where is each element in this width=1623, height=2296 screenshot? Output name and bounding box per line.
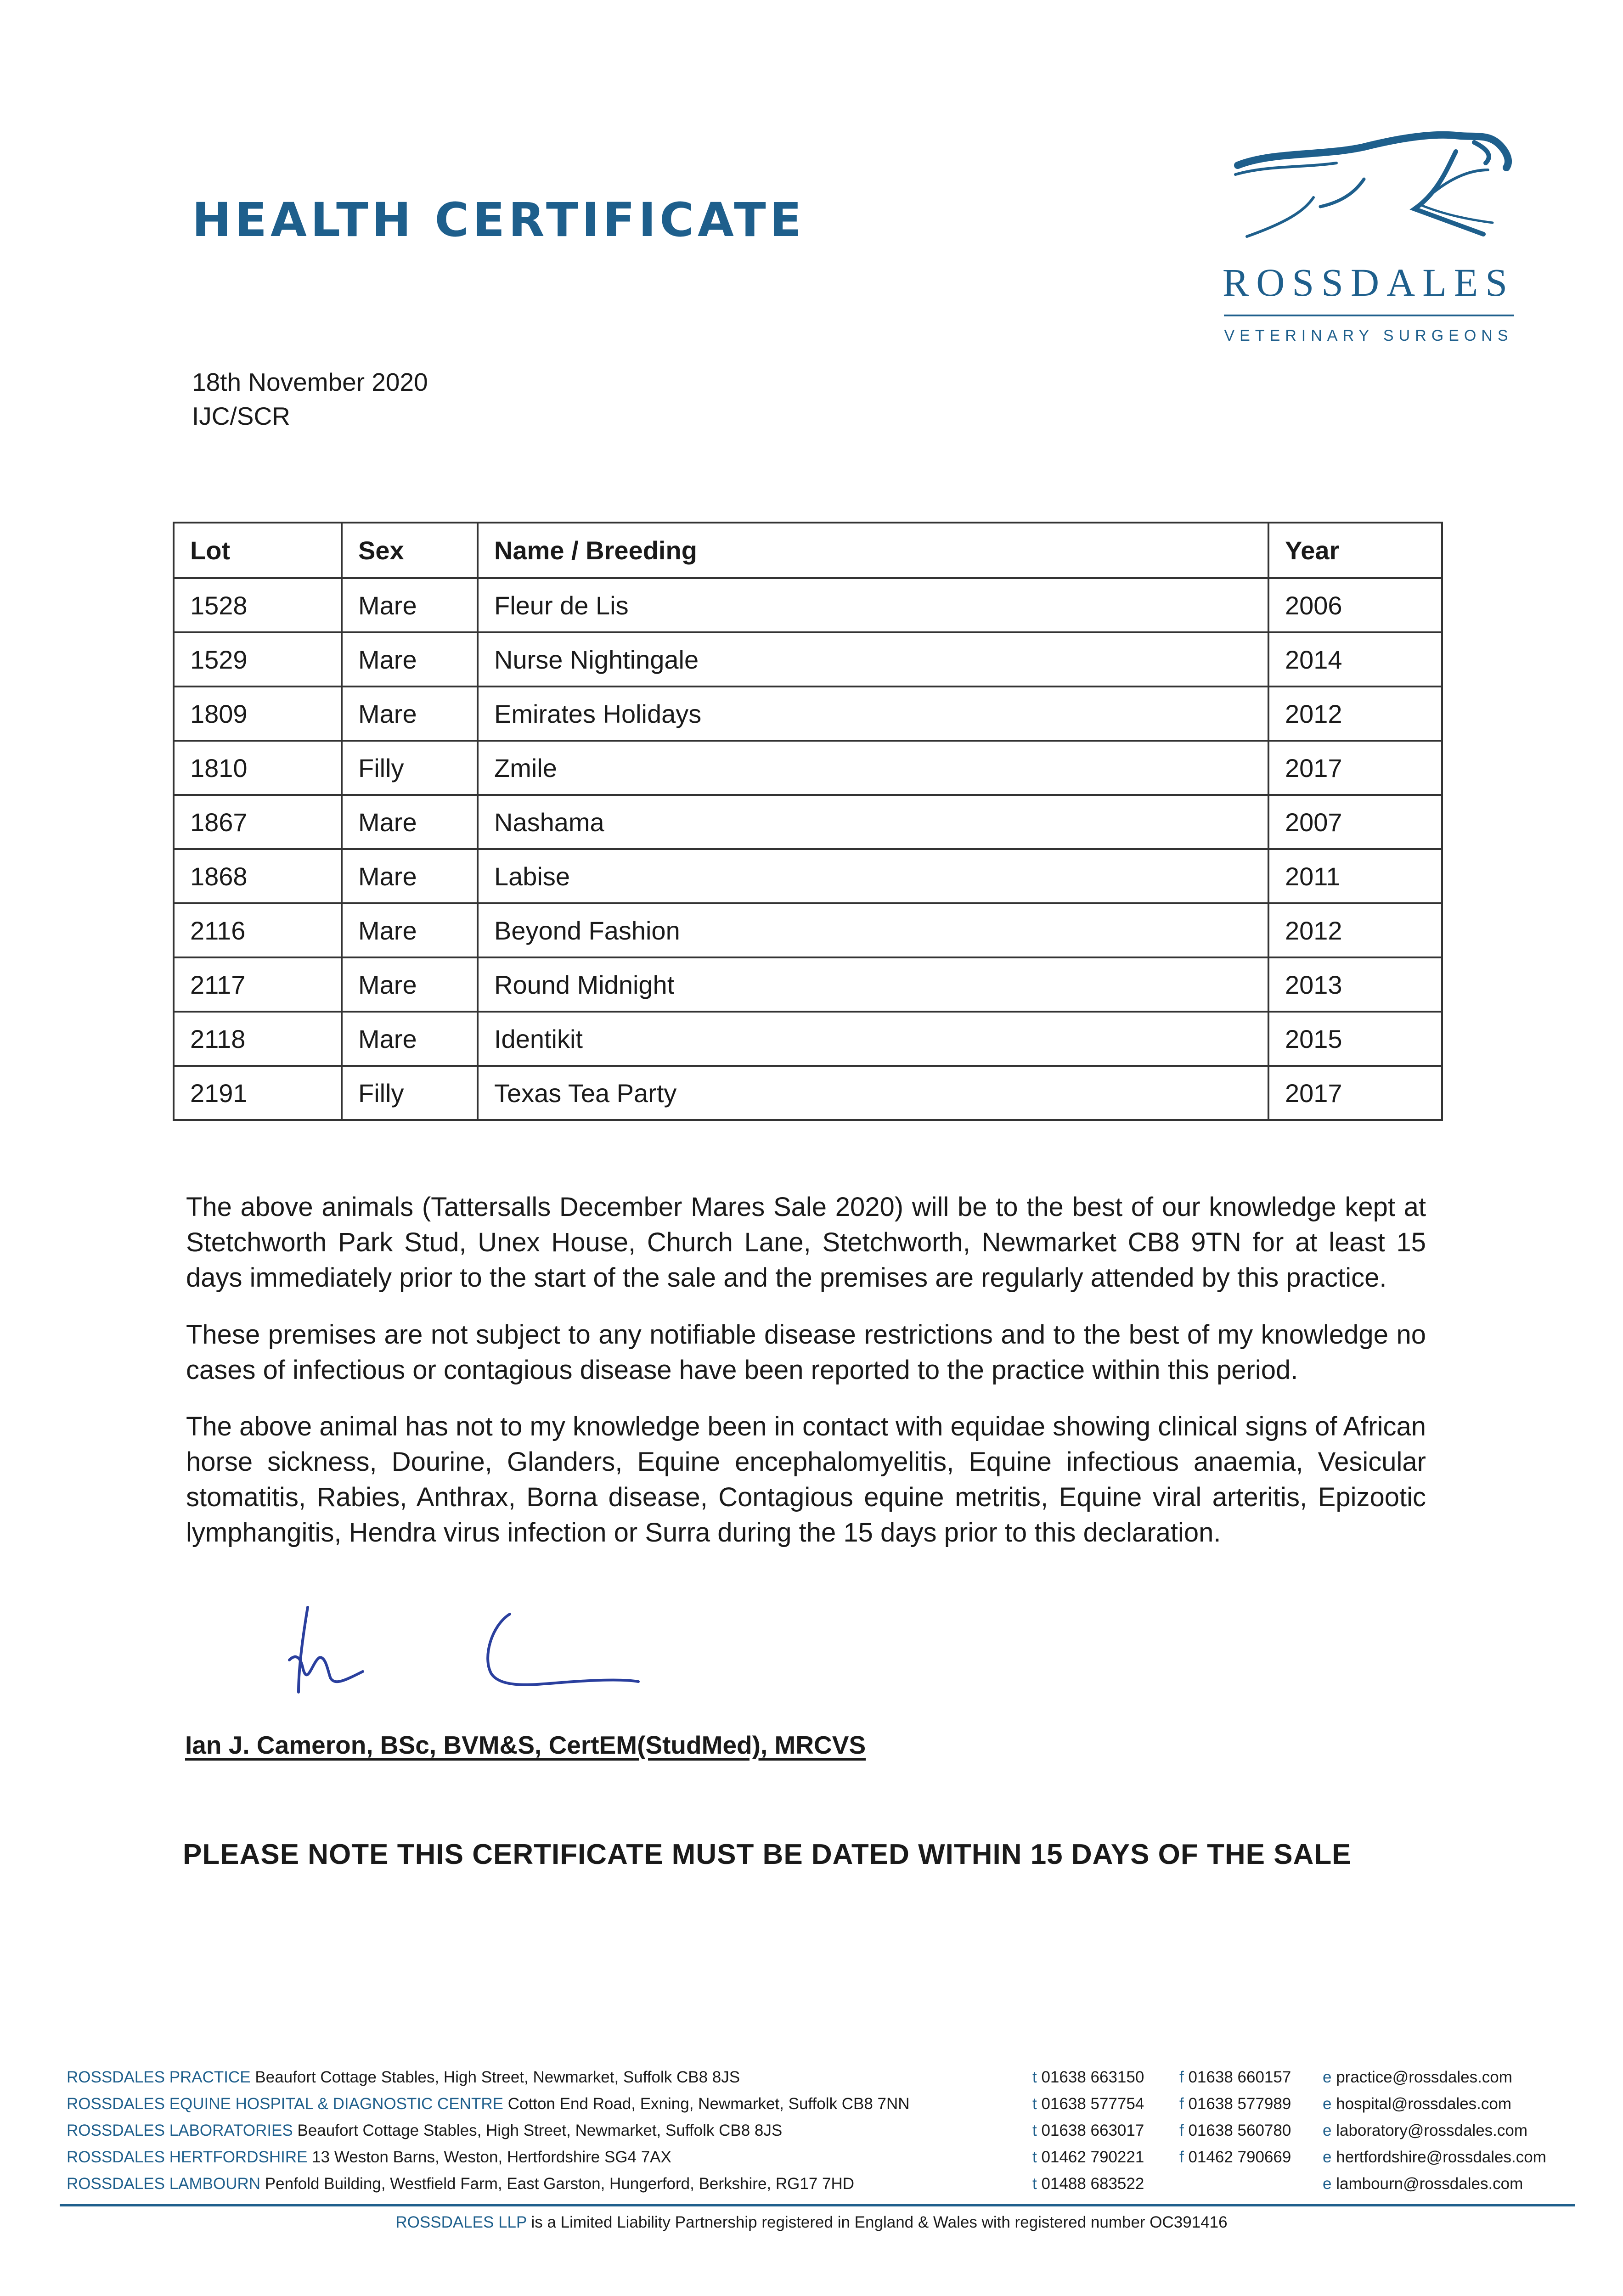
footer-branch-name: ROSSDALES EQUINE HOSPITAL & DIAGNOSTIC CENTRE: [67, 2095, 504, 2113]
cell-name: Fleur de Lis: [478, 578, 1268, 632]
cell-name: Zmile: [478, 741, 1268, 795]
cell-sex: Mare: [342, 578, 478, 632]
table-row: [174, 578, 1442, 632]
cell-sex: Mare: [342, 1012, 478, 1066]
cell-year: 2012: [1268, 687, 1442, 741]
table-row: [174, 1012, 1442, 1066]
cell-lot: 1867: [174, 795, 342, 849]
cell-year: 2012: [1268, 903, 1442, 957]
cell-lot: 1809: [174, 687, 342, 741]
footer-fax-column: f 01638 660157 f 01638 577989 f 01638 560780 f 01462 790669: [1179, 2068, 1291, 2166]
footer-phone: 01638 663017: [1041, 2122, 1144, 2139]
footer-branch-row: [67, 2144, 671, 2171]
cell-sex: Mare: [342, 795, 478, 849]
letter-reference: IJC/SCR: [192, 402, 290, 430]
table-row: [174, 687, 1442, 741]
cell-lot: 1868: [174, 849, 342, 903]
footer-email-link[interactable]: hospital@rossdales.com: [1336, 2095, 1512, 2113]
cell-year: 2017: [1268, 1066, 1442, 1120]
letter-date: 18th November 2020: [192, 368, 428, 396]
cell-year: 2006: [1268, 578, 1442, 632]
table-row: [174, 795, 1442, 849]
cell-name: Nurse Nightingale: [478, 632, 1268, 687]
table-row: [174, 741, 1442, 795]
declaration-paragraph-diseases: The above animal has not to my knowledge been in contact with equidae showing clinical signs of African horse sickness, Dourine, Glanders, Equine encephalomyelitis, Equine infectious anaemia, Vesicular stomatitis, Rabies, Anthrax, Borna disease, Contagious equine metritis, Equine viral arteritis, Epizootic lymphangitis, Hendra virus infection or Surra during the 15 days prior to this declaration.: [186, 1412, 1426, 1548]
cell-name: Beyond Fashion: [478, 903, 1268, 957]
cell-sex: Filly: [342, 1066, 478, 1120]
table-row: [174, 903, 1442, 957]
cell-sex: Mare: [342, 957, 478, 1012]
footer-phone: 01462 790221: [1041, 2148, 1144, 2166]
footer-fax: 01638 560780: [1188, 2122, 1291, 2139]
cell-name: Round Midnight: [478, 957, 1268, 1012]
footer-divider: [60, 2204, 1575, 2206]
footer-branch-row: [67, 2064, 740, 2091]
table-row: [174, 1066, 1442, 1120]
cell-name: Nashama: [478, 795, 1268, 849]
footer-branch-row: [67, 2171, 854, 2197]
cell-year: 2011: [1268, 849, 1442, 903]
cell-name: Labise: [478, 849, 1268, 903]
cell-year: 2014: [1268, 632, 1442, 687]
legal-org: ROSSDALES LLP: [395, 2213, 527, 2231]
cell-lot: 2116: [174, 903, 342, 957]
cell-sex: Mare: [342, 903, 478, 957]
cell-sex: Mare: [342, 632, 478, 687]
certificate-title: HEALTH CERTIFICATE: [192, 193, 806, 248]
footer-branch-name: ROSSDALES HERTFORDSHIRE: [67, 2148, 308, 2166]
footer-branch-name: ROSSDALES PRACTICE: [67, 2068, 251, 2086]
cell-sex: Filly: [342, 741, 478, 795]
cell-name: Emirates Holidays: [478, 687, 1268, 741]
table-header-row: [174, 523, 1442, 578]
footer-email-link[interactable]: hertfordshire@rossdales.com: [1336, 2148, 1546, 2166]
table-row: [174, 849, 1442, 903]
footer-branch-address: 13 Weston Barns, Weston, Hertfordshire SG4 7AX: [312, 2148, 671, 2166]
handwritten-signature: [271, 1593, 657, 1731]
footer-branch-address: Penfold Building, Westfield Farm, East Garston, Hungerford, Berkshire, RG17 7HD: [265, 2175, 855, 2193]
cell-lot: 2118: [174, 1012, 342, 1066]
footer-branch-row: [67, 2091, 910, 2117]
footer-phone: 01638 577754: [1041, 2095, 1144, 2113]
footer-branch-name: ROSSDALES LABORATORIES: [67, 2122, 293, 2139]
footer-fax: 01638 660157: [1188, 2068, 1291, 2086]
signer-name: Ian J. Cameron, BSc, BVM&S, CertEM(StudMed), MRCVS: [185, 1731, 866, 1759]
footer-email-link[interactable]: lambourn@rossdales.com: [1336, 2175, 1523, 2193]
logo-subtitle: VETERINARY SURGEONS: [1224, 327, 1513, 344]
dating-note: PLEASE NOTE THIS CERTIFICATE MUST BE DATED WITHIN 15 DAYS OF THE SALE: [183, 1839, 1352, 1870]
footer-branch-row: [67, 2117, 782, 2144]
cell-year: 2015: [1268, 1012, 1442, 1066]
declaration-paragraph-restrictions: These premises are not subject to any notifiable disease restrictions and to the best of my knowledge no cases of infectious or contagious disease have been reported to the practice within this period.: [186, 1320, 1426, 1385]
cell-year: 2017: [1268, 741, 1442, 795]
table-row: [174, 632, 1442, 687]
footer-phone: 01638 663150: [1041, 2068, 1144, 2086]
footer-phone: 01488 683522: [1041, 2175, 1144, 2193]
cell-lot: 1528: [174, 578, 342, 632]
table-row: [174, 957, 1442, 1012]
cell-sex: Mare: [342, 849, 478, 903]
legal-text: is a Limited Liability Partnership registered in England & Wales with registered number OC391416: [531, 2213, 1228, 2231]
cell-name: Texas Tea Party: [478, 1066, 1268, 1120]
cell-lot: 1529: [174, 632, 342, 687]
footer-email-column: e practice@rossdales.com e hospital@rossdales.com e laboratory@rossdales.com e hertfordshire@rossdales.com e lambourn@rossdales.com: [1323, 2068, 1546, 2193]
footer-branch-name: ROSSDALES LAMBOURN: [67, 2175, 261, 2193]
footer-branch-address: Cotton End Road, Exning, Newmarket, Suffolk CB8 7NN: [507, 2095, 910, 2113]
footer-fax: 01462 790669: [1188, 2148, 1291, 2166]
cell-year: 2013: [1268, 957, 1442, 1012]
column-header-year: Year: [1268, 523, 1442, 578]
cell-lot: 1810: [174, 741, 342, 795]
lots-table: [173, 522, 1443, 1121]
declaration-paragraph-premises: The above animals (Tattersalls December Mares Sale 2020) will be to the best of our knowledge kept at Stetchworth Park Stud, Unex House, Church Lane, Stetchworth, Newmarket CB8 9TN for at least 15 days immediately prior to the start of the sale and the premises are regularly attended by this practice.: [186, 1192, 1426, 1293]
footer-email-link[interactable]: laboratory@rossdales.com: [1336, 2122, 1528, 2139]
logo-wordmark: ROSSDALES: [1222, 260, 1515, 304]
cell-lot: 2117: [174, 957, 342, 1012]
footer-fax: 01638 577989: [1188, 2095, 1291, 2113]
legal-registration: [0, 2213, 1623, 2232]
footer-branch-address: Beaufort Cottage Stables, High Street, Newmarket, Suffolk CB8 8JS: [297, 2122, 783, 2139]
column-header-sex: Sex: [342, 523, 478, 578]
cell-year: 2007: [1268, 795, 1442, 849]
footer-email-link[interactable]: practice@rossdales.com: [1336, 2068, 1512, 2086]
cell-sex: Mare: [342, 687, 478, 741]
footer-branch-address: Beaufort Cottage Stables, High Street, Newmarket, Suffolk CB8 8JS: [255, 2068, 740, 2086]
cell-lot: 2191: [174, 1066, 342, 1120]
cell-name: Identikit: [478, 1012, 1268, 1066]
footer-phone-column: t 01638 663150 t 01638 577754 t 01638 663017 t 01462 790221 t 01488 683522: [1032, 2068, 1144, 2193]
column-header-lot: Lot: [174, 523, 342, 578]
column-header-name: Name / Breeding: [478, 523, 1268, 578]
horse-logo-icon: [1217, 124, 1520, 354]
logo-divider: [1224, 315, 1514, 316]
